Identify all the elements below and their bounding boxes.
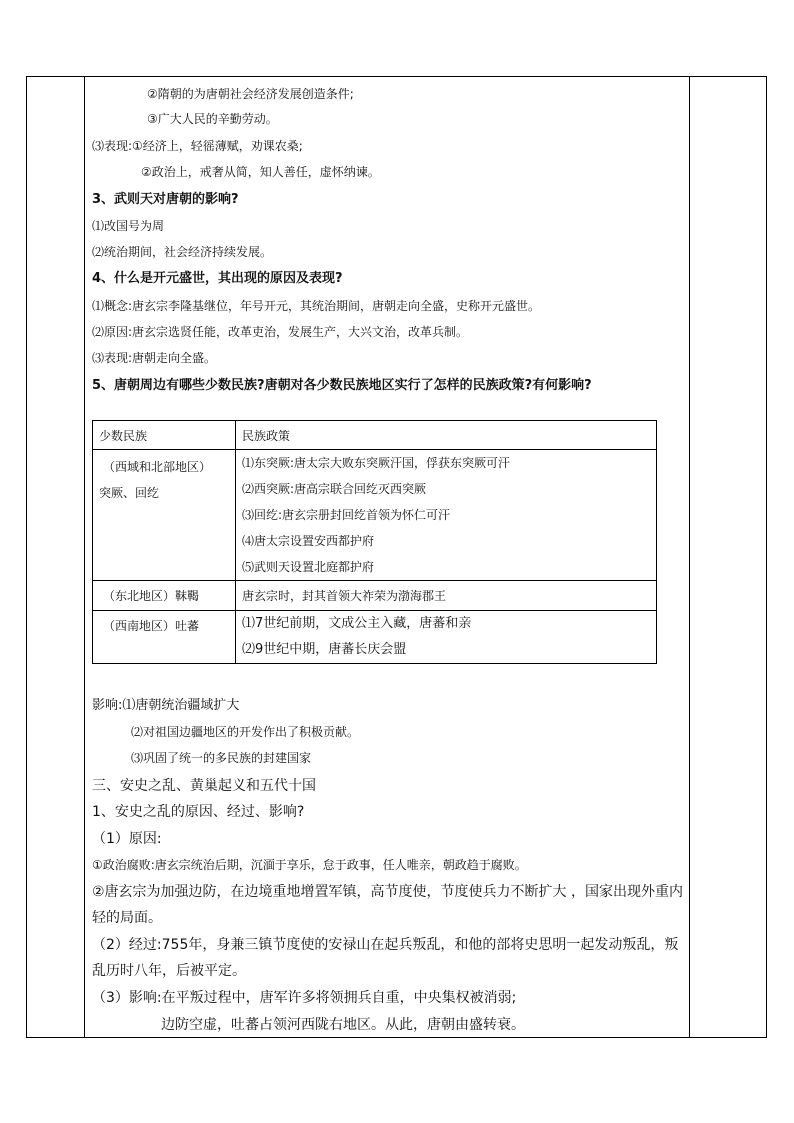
policy-line: ⑴东突厥:唐太宗大败东突厥汗国，俘获东突厥可汗 — [242, 456, 511, 470]
ethnic-policy-table — [92, 420, 657, 664]
text-line: ⑶表现:①经济上，轻徭薄赋，劝课农桑; — [92, 139, 303, 153]
peoples-label: 突厥、回纥 — [99, 486, 160, 500]
text-line: 轻的局面。 — [92, 910, 162, 926]
region-label: （西域和北部地区） — [103, 460, 212, 474]
text-line: ⑵原因:唐玄宗选贤任能，改革吏治，发展生产，大兴文治，改革兵制。 — [92, 325, 469, 339]
policy-line: ⑷唐太宗设置安西都护府 — [242, 534, 375, 548]
policy-cell — [236, 611, 657, 664]
text-line: ③广大人民的辛勤劳动。 — [147, 112, 278, 126]
text-line: ②隋朝的为唐朝社会经济发展创造条件; — [147, 87, 354, 101]
policy-line: ⑵9世纪中期，唐蕃长庆会盟 — [242, 642, 407, 657]
text-line: （2）经过:755年，身兼三镇节度使的安禄山在起兵叛乱，和他的部将史思明一起发动叛乱，叛 — [92, 937, 679, 953]
policy-line: ⑶回纥:唐玄宗册封回纥首领为怀仁可汗 — [242, 508, 451, 522]
question-heading: 5、唐朝周边有哪些少数民族?唐朝对各少数民族地区实行了怎样的民族政策?有何影响? — [92, 378, 592, 393]
ethnic-group-cell: （东北地区）靺鞨 — [93, 581, 236, 611]
ethnic-group-cell: （西南地区）吐蕃 — [93, 611, 236, 664]
text-line: （1）原因: — [92, 831, 162, 847]
question-heading: 1、安史之乱的原因、经过、影响? — [92, 804, 305, 820]
text-line: ①政治腐败:唐玄宗统治后期，沉湎于享乐，怠于政事，任人唯亲，朝政趋于腐败。 — [92, 858, 527, 872]
text-line: 乱历时八年，后被平定。 — [92, 963, 246, 979]
right-column-divider — [689, 76, 690, 1038]
table-header-row — [93, 421, 657, 450]
policy-line: ⑸武则天设置北庭都护府 — [242, 560, 375, 574]
impact-line: ⑵对祖国边疆地区的开发作出了积极贡献。 — [131, 725, 360, 739]
left-column-divider — [84, 76, 85, 1038]
policy-cell: 唐玄宗时，封其首领大祚荣为渤海郡王 — [236, 581, 657, 611]
policy-line: ⑴7世纪前期，文成公主入藏，唐蕃和亲 — [242, 616, 472, 631]
text-line: （3）影响:在平叛过程中，唐军许多将领拥兵自重，中央集权被消弱; — [92, 990, 517, 1006]
table-row — [93, 450, 657, 581]
table-row — [93, 611, 657, 664]
text-line: 边防空虚，吐蕃占领河西陇右地区。从此，唐朝由盛转衰。 — [161, 1017, 525, 1033]
policy-line: ⑵西突厥:唐高宗联合回纥灭西突厥 — [242, 482, 427, 496]
ethnic-group-cell — [93, 450, 236, 581]
text-line: ⑴概念:唐玄宗李隆基继位，年号开元，其统治期间，唐朝走向全盛，史称开元盛世。 — [92, 299, 541, 313]
impact-line: 影响:⑴唐朝统治疆域扩大 — [92, 698, 240, 713]
table-row — [93, 581, 657, 611]
policy-cell — [236, 450, 657, 581]
text-line: ⑶表现:唐朝走向全盛。 — [92, 351, 217, 365]
text-line: ⑴改国号为周 — [92, 219, 165, 233]
text-line: ②政治上，戒奢从简，知人善任，虚怀纳谏。 — [141, 165, 380, 179]
text-line: ⑵统治期间，社会经济持续发展。 — [92, 245, 273, 259]
section-title: 三、安史之乱、黄巢起义和五代十国 — [92, 778, 316, 794]
question-heading: 3、武则天对唐朝的影响? — [92, 192, 239, 207]
question-heading: 4、什么是开元盛世，其出现的原因及表现? — [92, 271, 343, 286]
text-line: ②唐玄宗为加强边防，在边境重地增置军镇，高节度使，节度使兵力不断扩大 ，国家出现外重内 — [92, 884, 683, 900]
impact-line: ⑶巩固了统一的多民族的封建国家 — [131, 751, 312, 765]
table-header-cell: 少数民族 — [93, 421, 236, 450]
table-header-cell: 民族政策 — [236, 421, 657, 450]
